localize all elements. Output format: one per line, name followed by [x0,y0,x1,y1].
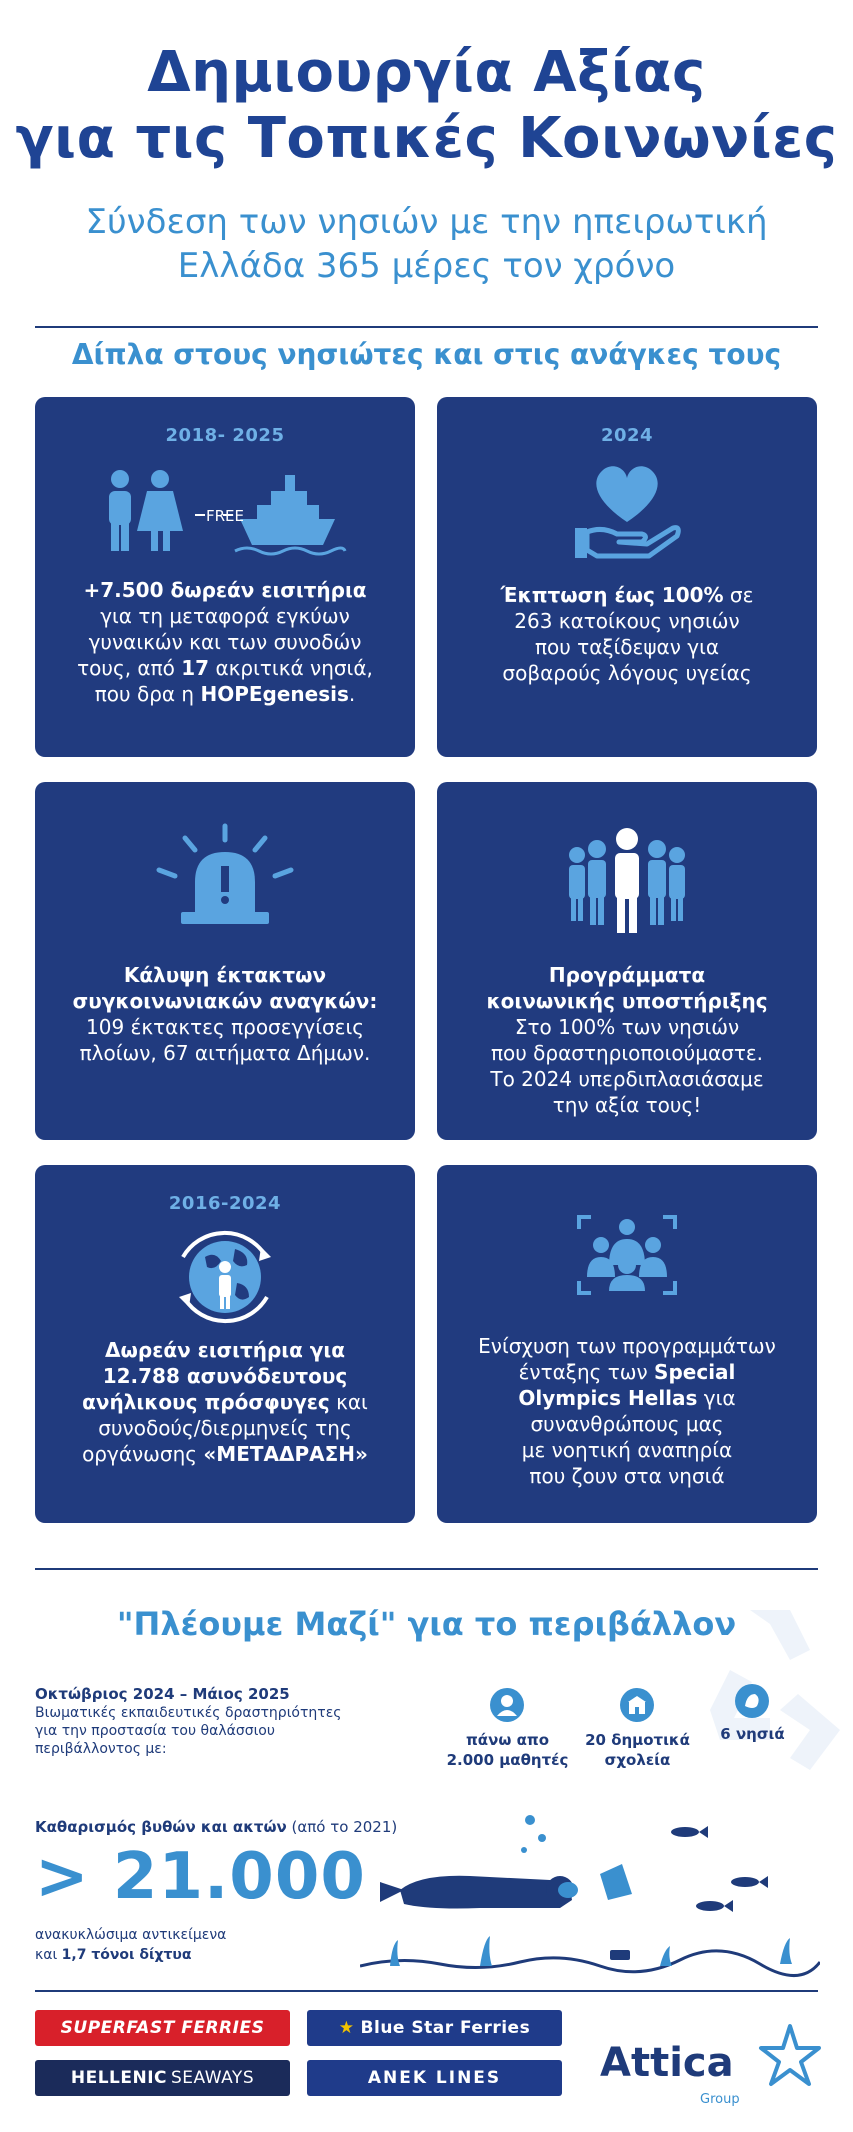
card-text [447,962,807,1118]
bold-line: συγκοινωνιακών αναγκών: [72,989,378,1013]
bold-part: Special [654,1360,736,1384]
text-line: σοβαρούς λόγους υγείας [502,661,752,685]
text-part: ένταξης των [518,1360,655,1384]
desc-line: Βιωματικές εκπαιδευτικές δραστηριότητες [35,1705,342,1721]
logo-part: Blue Star Ferries [360,2018,531,2038]
text-line: την αξία τους! [552,1093,702,1117]
subtitle-line-2: Ελλάδα 365 μέρες τον χρόνο [177,246,676,286]
logo-part: SEAWAYS [171,2068,255,2088]
text-line: που ταξίδεψαν για [534,635,720,659]
stat-line: 2.000 μαθητές [446,1751,569,1769]
text-line: Το 2024 υπερδιπλασιάσαμε [490,1067,764,1091]
text-line: συνανθρώπους μας [530,1412,724,1436]
free-label: FREE [206,507,245,525]
stat-line: 20 δημοτικά [585,1731,690,1749]
school-icon [620,1688,654,1722]
hellenic-seaways-logo [35,2060,290,2096]
bold-line: Προγράμματα [548,963,706,987]
text-part: για [697,1386,736,1410]
card-text [45,577,405,707]
card-text [447,1333,807,1489]
superfast-logo: SUPERFAST FERRIES [35,2010,290,2046]
stat-line: σχολεία [604,1751,671,1769]
people-group-icon [437,827,817,937]
text-line: Ενίσχυση των προγραμμάτων [478,1334,776,1358]
card-pregnant-women [35,397,415,757]
text-line: για τη μεταφορά εγκύων [100,604,350,628]
text-part: . [348,682,356,706]
card-special-olympics [437,1165,817,1523]
text-line: συνοδούς/διερμηνείς της [98,1416,352,1440]
desc-line: περιβάλλοντος με: [35,1741,167,1757]
blue-star-logo [307,2010,562,2046]
text-line: 263 κατοίκους νησιών [514,609,740,633]
stat-line: 6 νησιά [720,1725,785,1743]
bold-line: +7.500 δωρεάν εισιτήρια [83,578,367,602]
text-line: που δραστηριοποιούμαστε. [490,1041,764,1065]
environment-title: "Πλέουμε Μαζί" για το περιβάλλον [116,1605,737,1643]
text-part: που δρα η [94,682,201,706]
card-health-discount [437,397,817,757]
card-text [45,1337,405,1467]
text-part: και [329,1390,368,1414]
siren-icon [35,822,415,932]
bold-part: HOPEgenesis [200,682,349,706]
bold-part: «ΜΕΤΑΔΡΑΣΗ» [203,1442,368,1466]
diver-illustration-icon [360,1790,820,1980]
stat-schools [580,1730,695,1770]
text-part: και [35,1947,62,1963]
page-subtitle [0,200,853,288]
text-line: 109 έκτακτες προσεγγίσεις [86,1015,364,1039]
bold-part: ανήλικους πρόσφυγες [82,1390,330,1414]
bold-line: Δωρεάν εισιτήρια για [105,1338,345,1362]
stat-line: πάνω απο [465,1731,550,1749]
card-social-programs [437,782,817,1140]
card-year: 2024 [600,425,654,446]
attica-star-icon [755,2020,825,2090]
bold-line: Κάλυψη έκτακτων [123,963,327,987]
bold-part: Olympics Hellas [518,1386,698,1410]
title-line-2: για τις Τοπικές Κοινωνίες [15,106,838,171]
community-icon [437,1205,817,1305]
text-line: με νοητική αναπηρία [521,1438,733,1462]
text-part: τους, από [77,656,182,680]
text-line: Στο 100% των νησιών [514,1015,740,1039]
card-refugees [35,1165,415,1523]
logo-part: HELLENIC [70,2068,168,2088]
text-part: (από το 2021) [286,1818,398,1836]
divider [35,1568,818,1570]
environment-period: Οκτώβριος 2024 – Μάιος 2025 [35,1685,290,1703]
page-title [0,40,853,172]
attica-logo: Attica [600,2040,734,2086]
text-line: που ζουν στα νησιά [529,1464,725,1488]
star-icon: ★ [338,2018,355,2038]
bold-part: 17 [181,656,210,680]
text-part: σε [723,583,754,607]
student-icon [490,1688,524,1722]
card-text [447,582,807,686]
bold-part: 1,7 τόνοι δίχτυα [61,1947,192,1963]
text-part: ακριτικά νησιά, [209,656,373,680]
bold-line: 12.788 ασυνόδευτους [102,1364,348,1388]
card-year: 2018- 2025 [165,425,285,446]
bold-part: Έκπτωση έως 100% [500,583,724,607]
family-ship-icon [35,467,415,557]
desc-line: για την προστασία του θαλάσσιου [35,1723,275,1739]
cleaning-subtext [35,1925,226,1965]
card-emergency-transport [35,782,415,1140]
attica-group-label: Group [700,2092,740,2107]
globe-person-icon [35,1227,415,1327]
title-line-1: Δημιουργία Αξίας [147,40,706,105]
sub-line: ανακυκλώσιμα αντικείμενα [35,1927,227,1943]
stat-islands [710,1724,795,1744]
section-heading: Δίπλα στους νησιώτες και στις ανάγκες τους [71,338,782,371]
subtitle-line-1: Σύνδεση των νησιών με την ηπειρωτική [85,202,768,242]
cleaning-heading [35,1818,397,1836]
bold-part: Καθαρισμός βυθών και ακτών [35,1818,287,1836]
anek-logo: ANEK LINES [307,2060,562,2096]
big-number: > 21.000 [35,1840,366,1914]
divider [35,326,818,328]
text-part: οργάνωσης [82,1442,204,1466]
card-year: 2016-2024 [168,1193,282,1214]
stat-students [440,1730,575,1770]
island-icon [735,1684,769,1718]
environment-description [35,1704,355,1758]
text-line: πλοίων, 67 αιτήματα Δήμων. [79,1041,371,1065]
heart-hand-icon [437,462,817,562]
divider [35,1990,818,1992]
bold-line: κοινωνικής υποστήριξης [486,989,768,1013]
text-line: γυναικών και των συνοδών [88,630,362,654]
card-text [45,962,405,1066]
